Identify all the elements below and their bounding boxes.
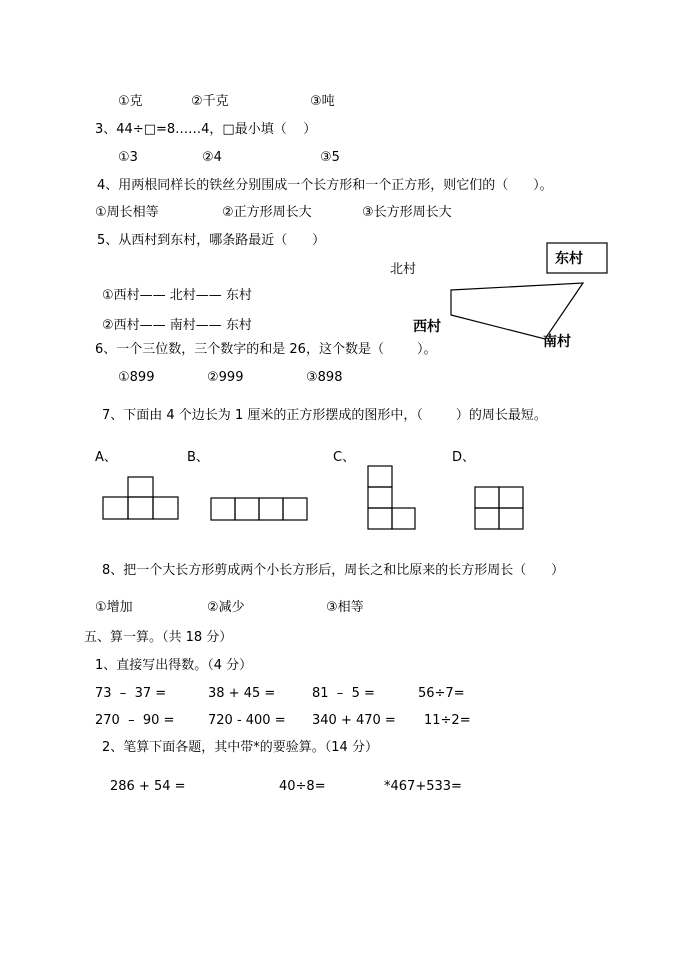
section5-part1: 1、直接写出得数。（4 分） xyxy=(95,658,253,673)
shape-c xyxy=(368,466,415,529)
map-label-west: 西村 xyxy=(413,319,441,335)
q8-text: 8、把一个大长方形剪成两个小长方形后，周长之和比原来的长方形周长（ ） xyxy=(102,563,565,578)
calc-r3-c2: 40÷8= xyxy=(279,779,326,794)
map-label-south: 南村 xyxy=(543,334,571,350)
calc-r2-c1: 270 – 90 = xyxy=(95,713,175,728)
calc-r2-c2: 720 - 400 = xyxy=(208,713,286,728)
q6-option-2: ②999 xyxy=(207,370,244,385)
q7-text: 7、下面由 4 个边长为 1 厘米的正方形摆成的图形中，（ ）的周长最短。 xyxy=(102,408,547,423)
q2-option-2: ②千克 xyxy=(191,94,229,109)
q6-option-1: ①899 xyxy=(118,370,155,385)
q3-text: 3、44÷□=8……4，□最小填（ ） xyxy=(95,122,317,137)
east-village-box xyxy=(547,243,607,273)
q8-option-3: ③相等 xyxy=(326,600,364,615)
calc-r1-c1: 73 – 37 = xyxy=(95,686,167,701)
shape-b xyxy=(211,498,307,520)
calc-r2-c4: 11÷2= xyxy=(424,713,471,728)
calc-r3-c1: 286 + 54 = xyxy=(110,779,186,794)
q8-option-1: ①增加 xyxy=(95,600,133,615)
map-label-east: 东村 xyxy=(555,251,583,267)
shape-d xyxy=(475,487,523,529)
route-shape xyxy=(451,283,583,339)
q5-text: 5、从西村到东村，哪条路最近（ ） xyxy=(97,233,326,248)
q3-option-2: ②4 xyxy=(202,150,222,165)
calc-r1-c4: 56÷7= xyxy=(418,686,465,701)
q5-option-1: ①西村—— 北村—— 东村 xyxy=(102,288,252,303)
map-label-north: 北村 xyxy=(390,262,417,277)
q7-label-a: A、 xyxy=(95,450,117,465)
q7-label-c: C、 xyxy=(333,450,356,465)
q4-option-3: ③长方形周长大 xyxy=(362,205,452,220)
calc-r1-c2: 38 + 45 = xyxy=(208,686,276,701)
village-map xyxy=(451,243,607,339)
q7-label-b: B、 xyxy=(187,450,209,465)
q3-option-1: ①3 xyxy=(118,150,138,165)
q8-option-2: ②减少 xyxy=(207,600,245,615)
calc-r3-c3: *467+533= xyxy=(384,779,462,794)
calc-r1-c3: 81 – 5 = xyxy=(312,686,375,701)
q6-text: 6、一个三位数，三个数字的和是 26，这个数是（ ）。 xyxy=(95,342,437,357)
q4-option-1: ①周长相等 xyxy=(95,205,159,220)
q2-option-3: ③吨 xyxy=(310,94,335,109)
shape-a xyxy=(103,477,178,519)
section5-title: 五、算一算。（共 18 分） xyxy=(84,630,233,645)
q4-text: 4、用两根同样长的铁丝分别围成一个长方形和一个正方形，则它们的（ ）。 xyxy=(97,178,553,193)
q2-option-1: ①克 xyxy=(118,94,143,109)
q7-label-d: D、 xyxy=(452,450,476,465)
q4-option-2: ②正方形周长大 xyxy=(222,205,312,220)
q6-option-3: ③898 xyxy=(306,370,343,385)
calc-r2-c3: 340 + 470 = xyxy=(312,713,396,728)
q5-option-2: ②西村—— 南村—— 东村 xyxy=(102,318,252,333)
section5-part2: 2、笔算下面各题，其中带*的要验算。（14 分） xyxy=(102,740,378,755)
q3-option-3: ③5 xyxy=(320,150,340,165)
